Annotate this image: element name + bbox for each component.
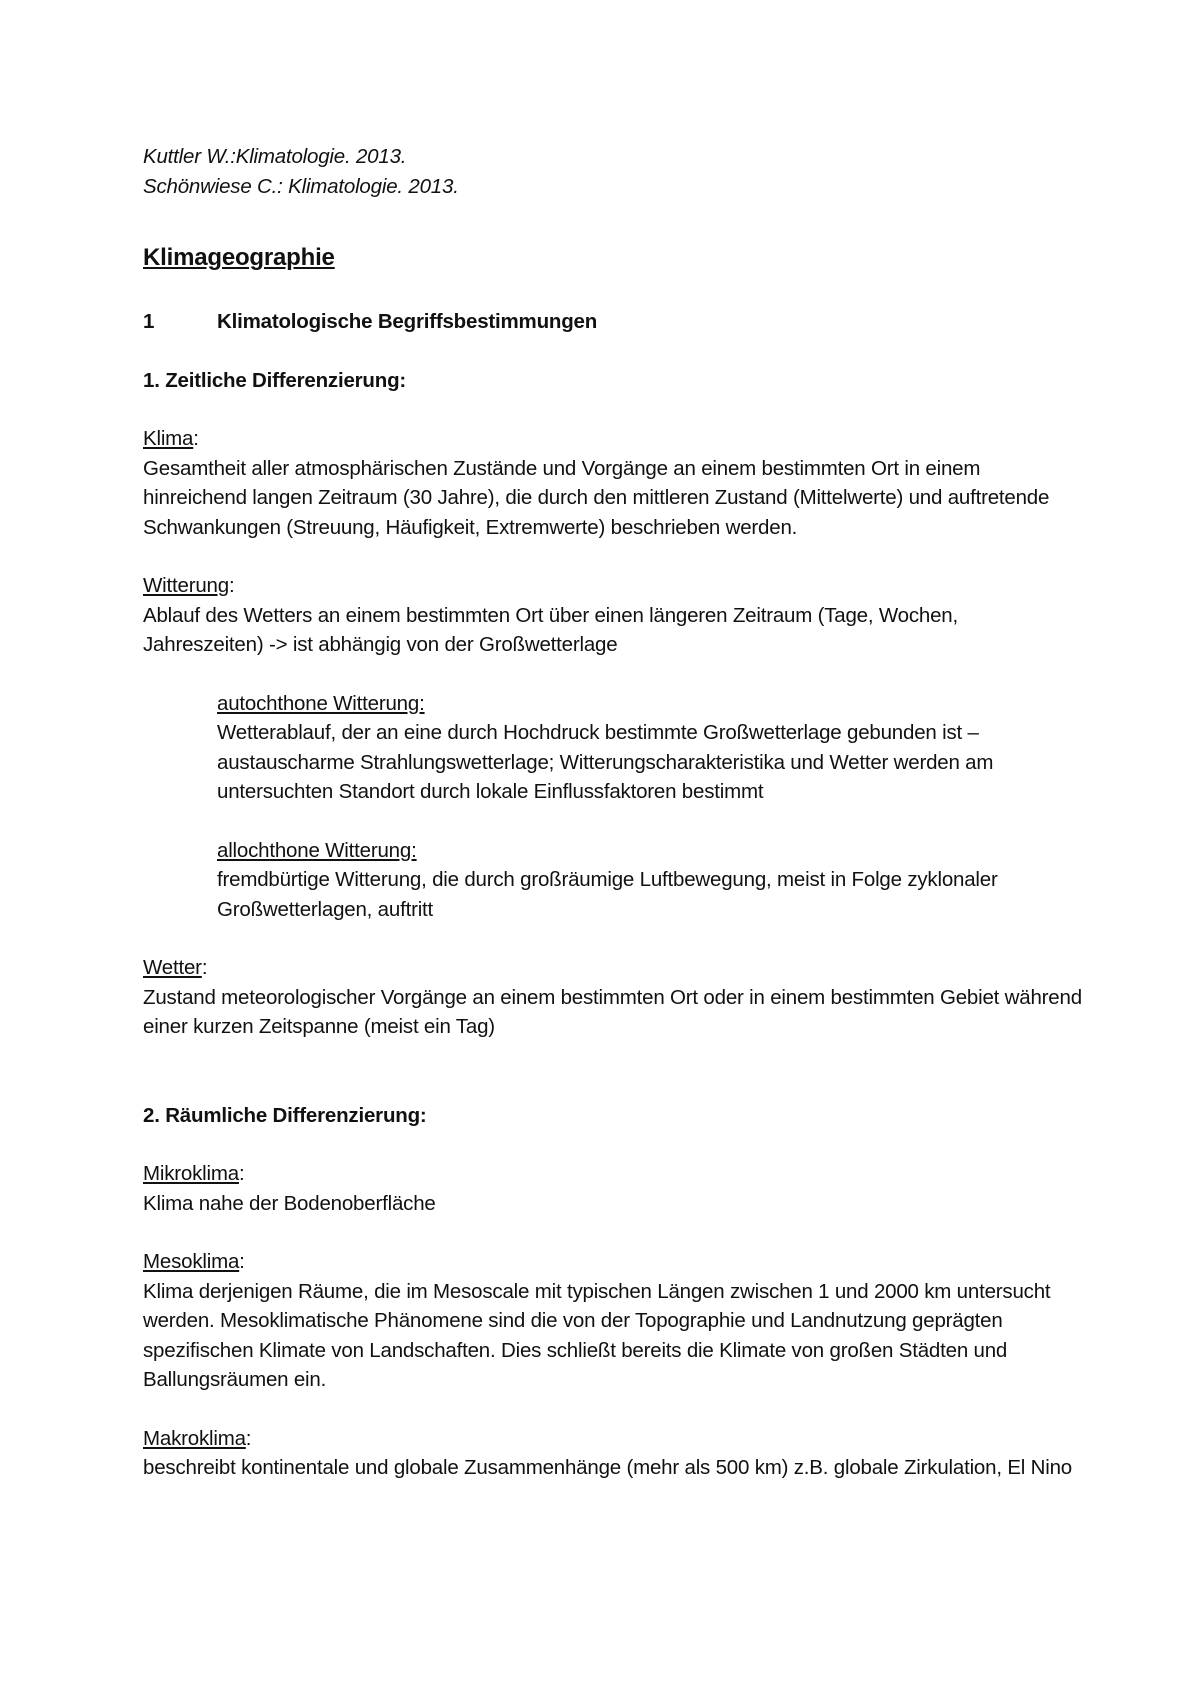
term-makroklima-heading	[143, 1424, 1083, 1454]
term-witterung-label: Witterung	[143, 574, 229, 597]
document-content	[143, 142, 1083, 1483]
term-mikroklima-definition: Klima nahe der Bodenoberfläche	[143, 1191, 436, 1215]
term-klima-heading	[143, 424, 1083, 454]
term-klima-definition: Gesamtheit aller atmosphärischen Zustände und Vorgänge an einem bestimmten Ort in einem hinreichend langen Zeitraum (30 Jahre), die durch den mittleren Zustand (Mittelwerte) und auftretende Schwankungen (Streuung, Häufigkeit, Extremwerte) beschrieben werden.	[143, 456, 1050, 539]
term-witterung-heading	[143, 571, 1083, 601]
reference-kuttler: Kuttler W.:Klimatologie. 2013.	[143, 145, 407, 168]
term-colon: :	[201, 956, 208, 979]
term-klima	[143, 424, 1083, 542]
chapter-number: 1	[143, 310, 155, 333]
term-allochthon	[217, 836, 1083, 925]
section-heading-spatial: 2. Räumliche Differenzierung:	[143, 1103, 427, 1127]
term-autochthon	[217, 689, 1083, 807]
references	[143, 142, 1083, 201]
chapter-title: Klimatologische Begriffsbestimmungen	[217, 310, 598, 333]
term-klima-label: Klima	[143, 427, 194, 450]
term-allochthon-heading	[217, 836, 1083, 866]
term-mesoklima-heading	[143, 1247, 1083, 1277]
term-colon: :	[245, 1426, 252, 1450]
term-makroklima-label: Makroklima	[143, 1426, 246, 1450]
term-makroklima	[143, 1424, 1083, 1483]
term-allochthon-label: allochthone Witterung:	[217, 838, 417, 862]
term-mikroklima-label: Mikroklima	[143, 1162, 239, 1185]
reference-schoenwiese: Schönwiese C.: Klimatologie. 2013.	[143, 174, 459, 198]
term-colon: :	[228, 574, 235, 597]
term-mikroklima-heading	[143, 1159, 1083, 1189]
term-wetter	[143, 953, 1083, 1042]
term-mikroklima	[143, 1159, 1083, 1218]
term-mesoklima-label: Mesoklima	[143, 1250, 240, 1273]
term-mesoklima-definition: Klima derjenigen Räume, die im Mesoscale mit typischen Längen zwischen 1 und 2000 km untersucht werden. Mesoklimatische Phänomene sind die von der Topographie und Landnutzung geprägten spezifischen Klimate von Landschaften. Dies schließt bereits die Klimate von großen Städten und Ballungsräumen ein.	[143, 1279, 1051, 1391]
term-autochthon-label: autochthone Witterung:	[217, 691, 425, 715]
term-makroklima-definition: beschreibt kontinentale und globale Zusammenhänge (mehr als 500 km) z.B. globale Zirkulation, El Nino	[143, 1456, 1073, 1479]
term-colon: :	[238, 1162, 245, 1185]
term-mesoklima	[143, 1247, 1083, 1395]
section-heading-temporal: 1. Zeitliche Differenzierung:	[143, 368, 407, 392]
term-witterung-definition: Ablauf des Wetters an einem bestimmten Ort über einen längeren Zeitraum (Tage, Wochen, Jahreszeiten) -> ist abhängig von der Großwetterlage	[143, 603, 958, 656]
term-witterung	[143, 571, 1083, 660]
term-allochthon-definition: fremdbürtige Witterung, die durch großräumige Luftbewegung, meist in Folge zyklonaler Großwetterlagen, auftritt	[217, 868, 998, 921]
term-autochthon-definition: Wetterablauf, der an eine durch Hochdruck bestimmte Großwetterlage gebunden ist – austauscharme Strahlungswetterlage; Witterungscharakteristika und Wetter werden am untersuchten Standort durch lokale Einflussfaktoren bestimmt	[217, 721, 994, 803]
term-autochthon-heading	[217, 689, 1083, 719]
term-colon: :	[239, 1250, 245, 1273]
term-wetter-heading	[143, 953, 1083, 983]
term-wetter-label: Wetter	[143, 956, 202, 979]
term-wetter-definition: Zustand meteorologischer Vorgänge an einem bestimmten Ort oder in einem bestimmten Gebiet während einer kurzen Zeitspanne (meist ein Tag)	[143, 985, 1082, 1038]
chapter-heading	[143, 307, 1083, 337]
document-title: Klimageographie	[143, 244, 335, 271]
term-colon: :	[193, 427, 199, 450]
